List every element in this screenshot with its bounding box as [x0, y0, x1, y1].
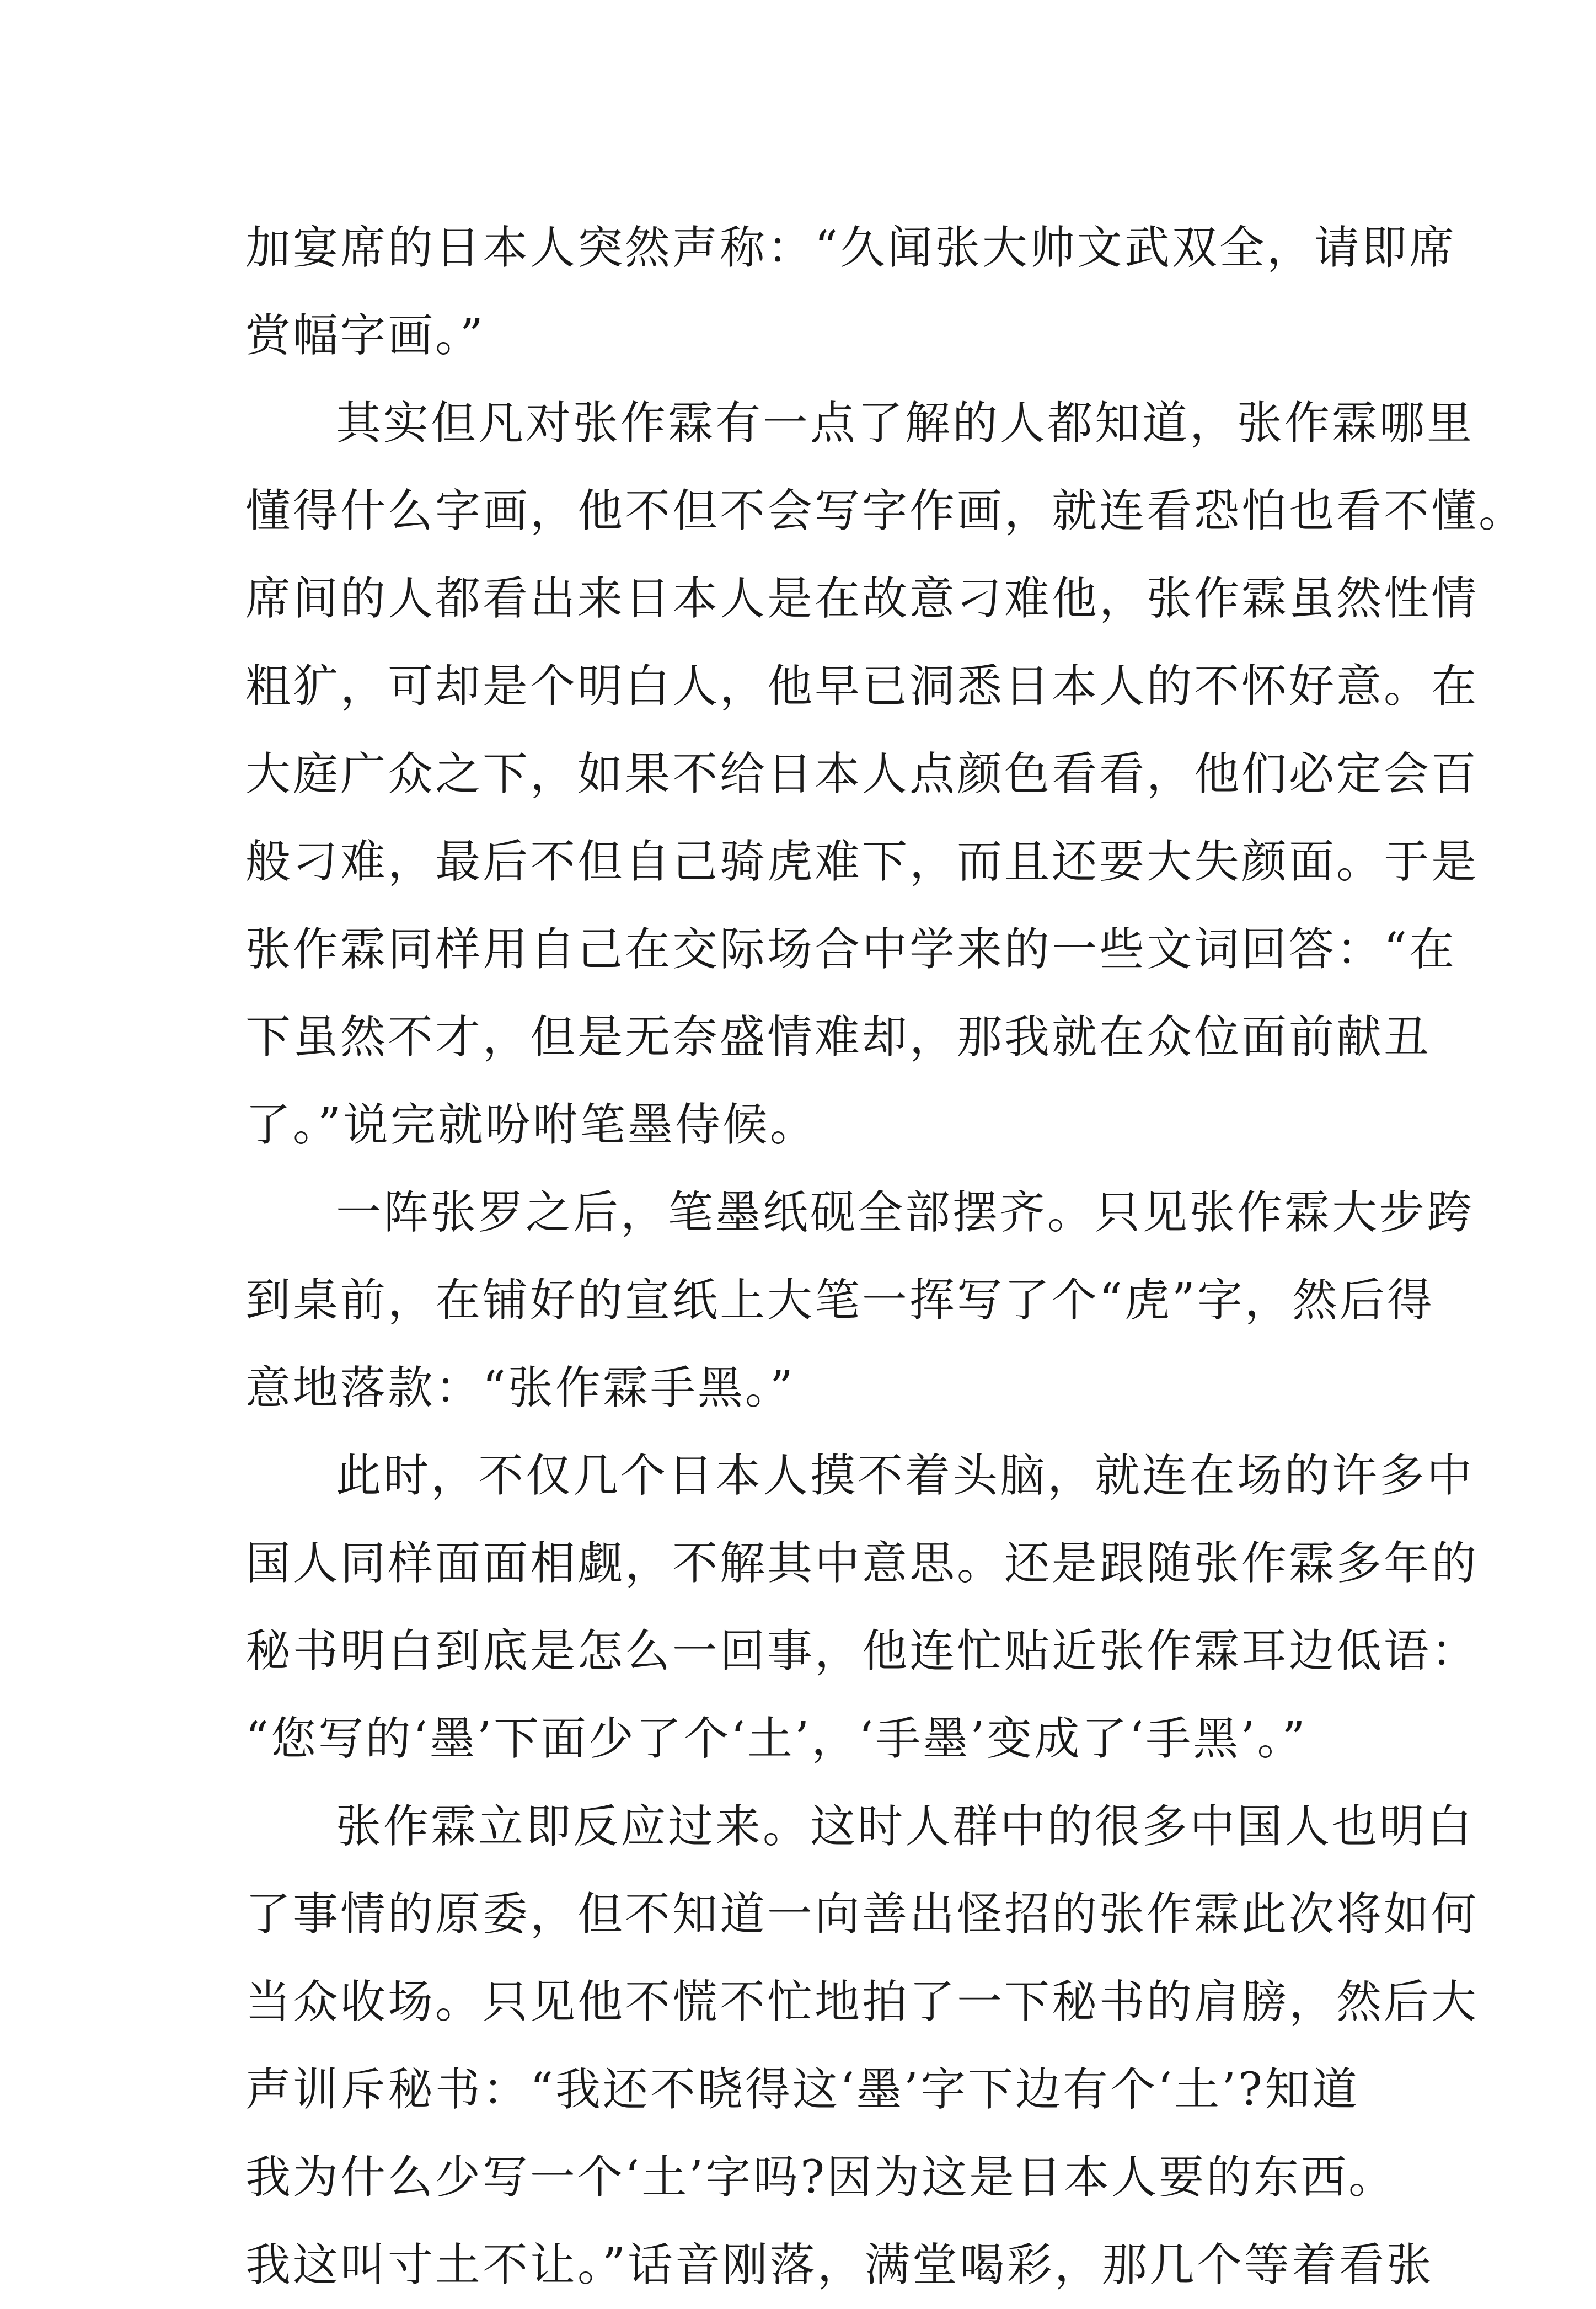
- text-line: 意地落款：“张作霖手黑。”: [245, 1362, 795, 1414]
- text-line: 声训斥秘书：“我还不晓得这‘墨’字下边有个‘土’?知道: [245, 2064, 1360, 2116]
- text-line: 般刁难，最后不但自己骑虎难下，而且还要大失颜面。于是: [245, 836, 1479, 888]
- text-line: 其实但凡对张作霖有一点了解的人都知道，张作霖哪里: [336, 397, 1475, 450]
- text-line: 张作霖立即反应过来。这时人群中的很多中国人也明白: [336, 1800, 1475, 1853]
- text-line: 席间的人都看出来日本人是在故意刁难他，张作霖虽然性情: [245, 573, 1479, 625]
- text-line: “您写的‘墨’下面少了个‘土’，‘手墨’变成了‘手黑’。”: [245, 1713, 1308, 1765]
- text-line: 了。”说完就吩咐笔墨侍候。: [245, 1099, 817, 1151]
- text-line: 一阵张罗之后，笔墨纸砚全部摆齐。只见张作霖大步跨: [336, 1186, 1475, 1239]
- text-line: 国人同样面面相觑，不解其中意思。还是跟随张作霖多年的: [245, 1537, 1479, 1590]
- text-line: 我为什么少写一个‘土’字吗?因为这是日本人要的东西。: [245, 2151, 1396, 2204]
- text-line: 张作霖同样用自己在交际场合中学来的一些文词回答：“在: [245, 923, 1456, 976]
- text-line: 赏幅字画。”: [245, 309, 485, 362]
- text-line: 当众收场。只见他不慌不忙地拍了一下秘书的肩膀，然后大: [245, 1976, 1479, 2028]
- text-line: 了事情的原委，但不知道一向善出怪招的张作霖此次将如何: [245, 1888, 1479, 1941]
- text-line: 我这叫寸土不让。”话音刚落，满堂喝彩，那几个等着看张: [245, 2239, 1434, 2291]
- text-line: 到桌前，在铺好的宣纸上大笔一挥写了个“虎”字，然后得: [245, 1274, 1434, 1327]
- text-line: 加宴席的日本人突然声称：“久闻张大帅文武双全，请即席: [245, 222, 1456, 274]
- text-line: 此时，不仅几个日本人摸不着头脑，就连在场的许多中: [336, 1450, 1475, 1502]
- text-line: 大庭广众之下，如果不给日本人点颜色看看，他们必定会百: [245, 748, 1479, 800]
- text-line: 下虽然不才，但是无奈盛情难却，那我就在众位面前献丑: [245, 1011, 1432, 1063]
- text-line: 粗犷，可却是个明白人，他早已洞悉日本人的不怀好意。在: [245, 660, 1479, 713]
- body-text: [245, 204, 1527, 2309]
- text-line: 懂得什么字画，他不但不会写字作画，就连看恐怕也看不懂。: [245, 485, 1527, 537]
- text-line: 秘书明白到底是怎么一回事，他连忙贴近张作霖耳边低语：: [245, 1625, 1479, 1677]
